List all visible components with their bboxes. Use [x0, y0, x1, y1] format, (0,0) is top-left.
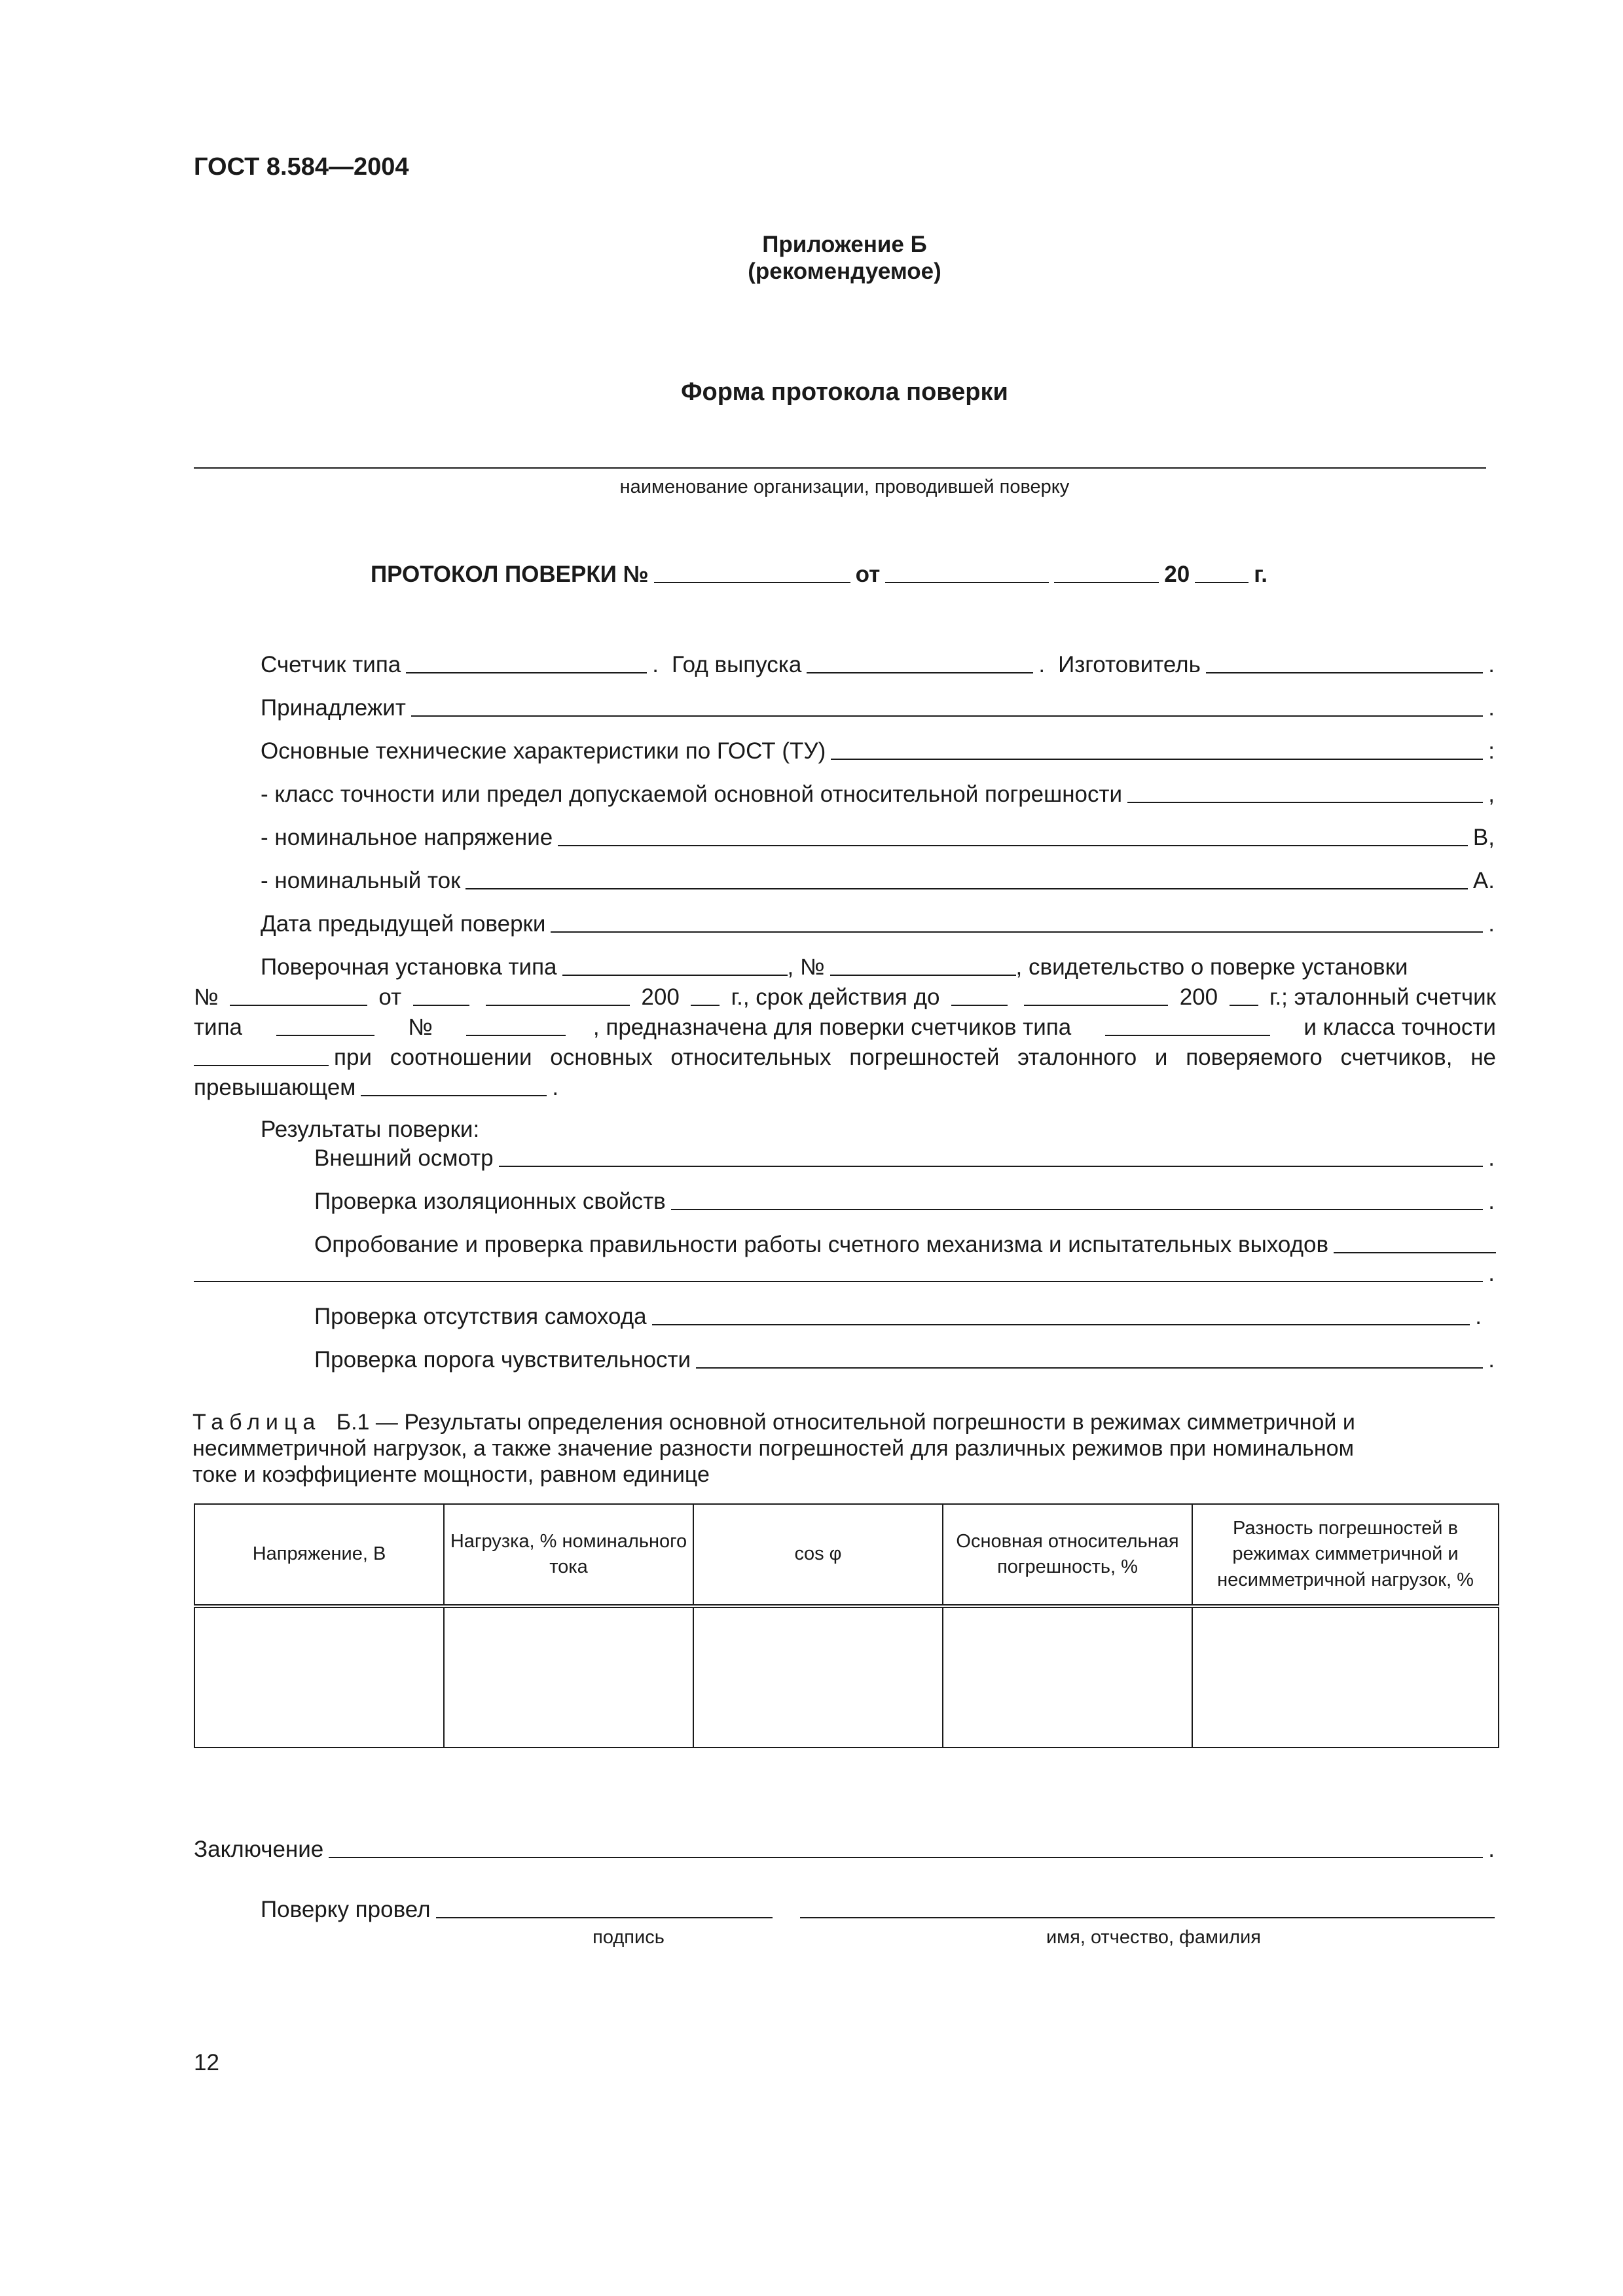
- meter-type-field[interactable]: [406, 672, 647, 673]
- creep-field[interactable]: [652, 1324, 1470, 1325]
- dot: .: [1488, 1837, 1495, 1862]
- counting-field-2[interactable]: [194, 1281, 1483, 1282]
- protocol-number-field[interactable]: [654, 582, 850, 583]
- creep-row: [314, 1305, 1482, 1328]
- prev-date-row: [261, 912, 1495, 935]
- current-unit: А.: [1472, 868, 1495, 893]
- tech-chars-row: [261, 740, 1495, 762]
- ratio-text: при соотношении основных относительных погрешностей эталонного и поверяемого счетчиков, не: [334, 1045, 1496, 1070]
- reference-number-label: №: [408, 1014, 433, 1040]
- certificate-number-field[interactable]: [230, 1005, 367, 1006]
- setup-line-1: [261, 956, 1496, 978]
- conclusion-label: Заключение: [194, 1837, 324, 1862]
- prev-date-label: Дата предыдущей поверки: [261, 911, 546, 937]
- sensitivity-field[interactable]: [696, 1367, 1483, 1369]
- signature-field[interactable]: [436, 1917, 773, 1918]
- valid-day-field[interactable]: [951, 1005, 1008, 1006]
- sensitivity-label: Проверка порога чувствительности: [314, 1347, 691, 1372]
- visual-row: [314, 1147, 1495, 1170]
- protocol-line: [371, 563, 1321, 586]
- dot: .: [1488, 1189, 1495, 1214]
- dot: .: [1475, 1304, 1482, 1329]
- protocol-year-suffix: г.: [1254, 562, 1268, 587]
- certificate-year-prefix: 200: [641, 984, 680, 1010]
- setup-line-3: [194, 1016, 1496, 1039]
- table-caption-label: Таблица: [192, 1410, 321, 1435]
- results-table: [194, 1503, 1499, 1748]
- accuracy-field[interactable]: [1127, 802, 1483, 803]
- accuracy-class-field[interactable]: [194, 1065, 329, 1066]
- not-exceeding-label: превышающем: [194, 1075, 356, 1100]
- setup-number-label: , №: [787, 954, 825, 980]
- setup-certificate-label: , свидетельство о поверке установки: [1015, 954, 1408, 980]
- dot: .: [1488, 1145, 1495, 1171]
- valid-month-field[interactable]: [1024, 1005, 1168, 1006]
- dot: .: [1488, 652, 1495, 677]
- nominal-voltage-field[interactable]: [558, 845, 1468, 846]
- dot: .: [1488, 1261, 1495, 1286]
- visual-field[interactable]: [499, 1166, 1484, 1167]
- creep-label: Проверка отсутствия самохода: [314, 1304, 647, 1329]
- dot: .: [1488, 695, 1495, 721]
- nominal-current-row: [261, 869, 1495, 892]
- counting-row-2: [194, 1262, 1495, 1285]
- insulation-label: Проверка изоляционных свойств: [314, 1189, 666, 1214]
- appendix-title: Приложение Б: [762, 232, 927, 257]
- header-cos-phi: cos φ: [693, 1504, 943, 1606]
- sensitivity-row: [314, 1348, 1495, 1371]
- table-row: [194, 1606, 1499, 1748]
- year-made-field[interactable]: [807, 672, 1033, 673]
- valid-year-prefix: 200: [1179, 984, 1218, 1010]
- protocol-year-prefix: 20: [1164, 562, 1190, 587]
- valid-until-label: г., срок действия до: [731, 984, 940, 1010]
- manufacturer-label: Изготовитель: [1058, 652, 1201, 677]
- insulation-field[interactable]: [671, 1209, 1484, 1210]
- appendix-status: (рекомендуемое): [748, 259, 941, 284]
- year-made-label: Год выпуска: [672, 652, 802, 677]
- reference-meter-label: г.; эталонный счетчик: [1269, 984, 1496, 1010]
- counting-label: Опробование и проверка правильности работы счетного механизма и испытательных выходов: [314, 1232, 1329, 1257]
- intended-for-label: , предназначена для поверки счетчиков типа: [593, 1014, 1072, 1040]
- table-caption-line-2: несимметричной нагрузок, а также значение разности погрешностей для различных режимов при номинальном: [192, 1436, 1354, 1461]
- counting-row: [314, 1233, 1496, 1256]
- meter-type-label: Счетчик типа: [261, 652, 401, 677]
- nominal-voltage-label: - номинальное напряжение: [261, 825, 553, 850]
- valid-year-field[interactable]: [1230, 1005, 1258, 1006]
- voltage-unit: В,: [1472, 825, 1495, 850]
- reference-number-field[interactable]: [466, 1035, 566, 1036]
- belongs-row: [261, 696, 1495, 719]
- table-cell[interactable]: [1192, 1606, 1499, 1748]
- accuracy-class-label: и класса точности: [1304, 1014, 1496, 1040]
- comma: ,: [1488, 781, 1495, 807]
- setup-line-4: [194, 1046, 1496, 1069]
- table-cell[interactable]: [194, 1606, 444, 1748]
- table-caption-line-3: токе и коэффициенте мощности, равном единице: [192, 1462, 710, 1487]
- protocol-from: от: [855, 562, 881, 587]
- dot: .: [652, 652, 659, 677]
- table-header-row: [194, 1504, 1499, 1606]
- full-name-field[interactable]: [800, 1917, 1495, 1918]
- verifier-row: [261, 1898, 1495, 1921]
- certificate-from-label: от: [378, 984, 402, 1010]
- dot: .: [1488, 1347, 1495, 1372]
- certificate-number-label: №: [194, 984, 219, 1010]
- certificate-year-field[interactable]: [691, 1005, 720, 1006]
- setup-type-label: Поверочная установка типа: [261, 954, 557, 980]
- results-title: Результаты поверки:: [261, 1117, 480, 1142]
- insulation-row: [314, 1190, 1495, 1213]
- belongs-label: Принадлежит: [261, 695, 406, 721]
- reference-type-label: типа: [194, 1014, 242, 1040]
- conclusion-row: [194, 1838, 1495, 1861]
- manufacturer-field[interactable]: [1206, 672, 1483, 673]
- visual-label: Внешний осмотр: [314, 1145, 494, 1171]
- meter-type-row: [261, 653, 1495, 676]
- standard-header: ГОСТ 8.584—2004: [194, 153, 409, 181]
- table-cell[interactable]: [444, 1606, 693, 1748]
- organization-line: [194, 467, 1486, 469]
- header-error-difference: Разность погрешностей в режимах симметричной и несимметричной нагрузок, %: [1192, 1504, 1499, 1606]
- tech-chars-field[interactable]: [831, 759, 1483, 760]
- dot: .: [1038, 652, 1046, 677]
- accuracy-row: [261, 783, 1495, 806]
- tech-chars-label: Основные технические характеристики по ГОСТ (ТУ): [261, 738, 826, 764]
- nominal-voltage-row: [261, 826, 1495, 849]
- nominal-current-label: - номинальный ток: [261, 868, 461, 893]
- certificate-month-field[interactable]: [486, 1005, 630, 1006]
- signature-caption: подпись: [593, 1927, 665, 1948]
- protocol-month-field[interactable]: [1054, 582, 1159, 583]
- nominal-current-field[interactable]: [465, 888, 1468, 889]
- header-voltage: Напряжение, В: [194, 1504, 444, 1606]
- full-name-caption: имя, отчество, фамилия: [1046, 1927, 1262, 1948]
- meter-type-target-field[interactable]: [1105, 1035, 1270, 1036]
- belongs-field[interactable]: [411, 715, 1483, 717]
- organization-caption: наименование организации, проводившей поверку: [619, 476, 1070, 497]
- protocol-year-field[interactable]: [1195, 582, 1249, 583]
- setup-number-field[interactable]: [830, 975, 1016, 976]
- reference-type-field[interactable]: [276, 1035, 374, 1036]
- counting-field[interactable]: [1334, 1252, 1496, 1253]
- dot: .: [552, 1075, 559, 1100]
- accuracy-label: - класс точности или предел допускаемой основной относительной погрешности: [261, 781, 1123, 807]
- table-caption-text-1: Б.1 — Результаты определения основной относительной погрешности в режимах симметричной и: [336, 1410, 1355, 1435]
- setup-line-2: [194, 986, 1496, 1009]
- certificate-day-field[interactable]: [413, 1005, 469, 1006]
- not-exceeding-field[interactable]: [361, 1095, 547, 1096]
- protocol-day-field[interactable]: [885, 582, 1049, 583]
- header-load: Нагрузка, % номинального тока: [444, 1504, 693, 1606]
- table-cell[interactable]: [693, 1606, 943, 1748]
- protocol-label: ПРОТОКОЛ ПОВЕРКИ №: [371, 562, 649, 587]
- conclusion-field[interactable]: [329, 1857, 1483, 1858]
- form-title: Форма протокола поверки: [681, 378, 1008, 406]
- setup-type-field[interactable]: [562, 975, 788, 976]
- verifier-label: Поверку провел: [261, 1897, 431, 1922]
- page-number: 12: [194, 2050, 219, 2075]
- colon: :: [1488, 738, 1495, 764]
- header-main-error: Основная относительная погрешность, %: [943, 1504, 1192, 1606]
- prev-date-field[interactable]: [551, 931, 1483, 933]
- dot: .: [1488, 911, 1495, 937]
- setup-line-5: [194, 1076, 1496, 1099]
- table-caption-line-1: [192, 1411, 1355, 1433]
- table-cell[interactable]: [943, 1606, 1192, 1748]
